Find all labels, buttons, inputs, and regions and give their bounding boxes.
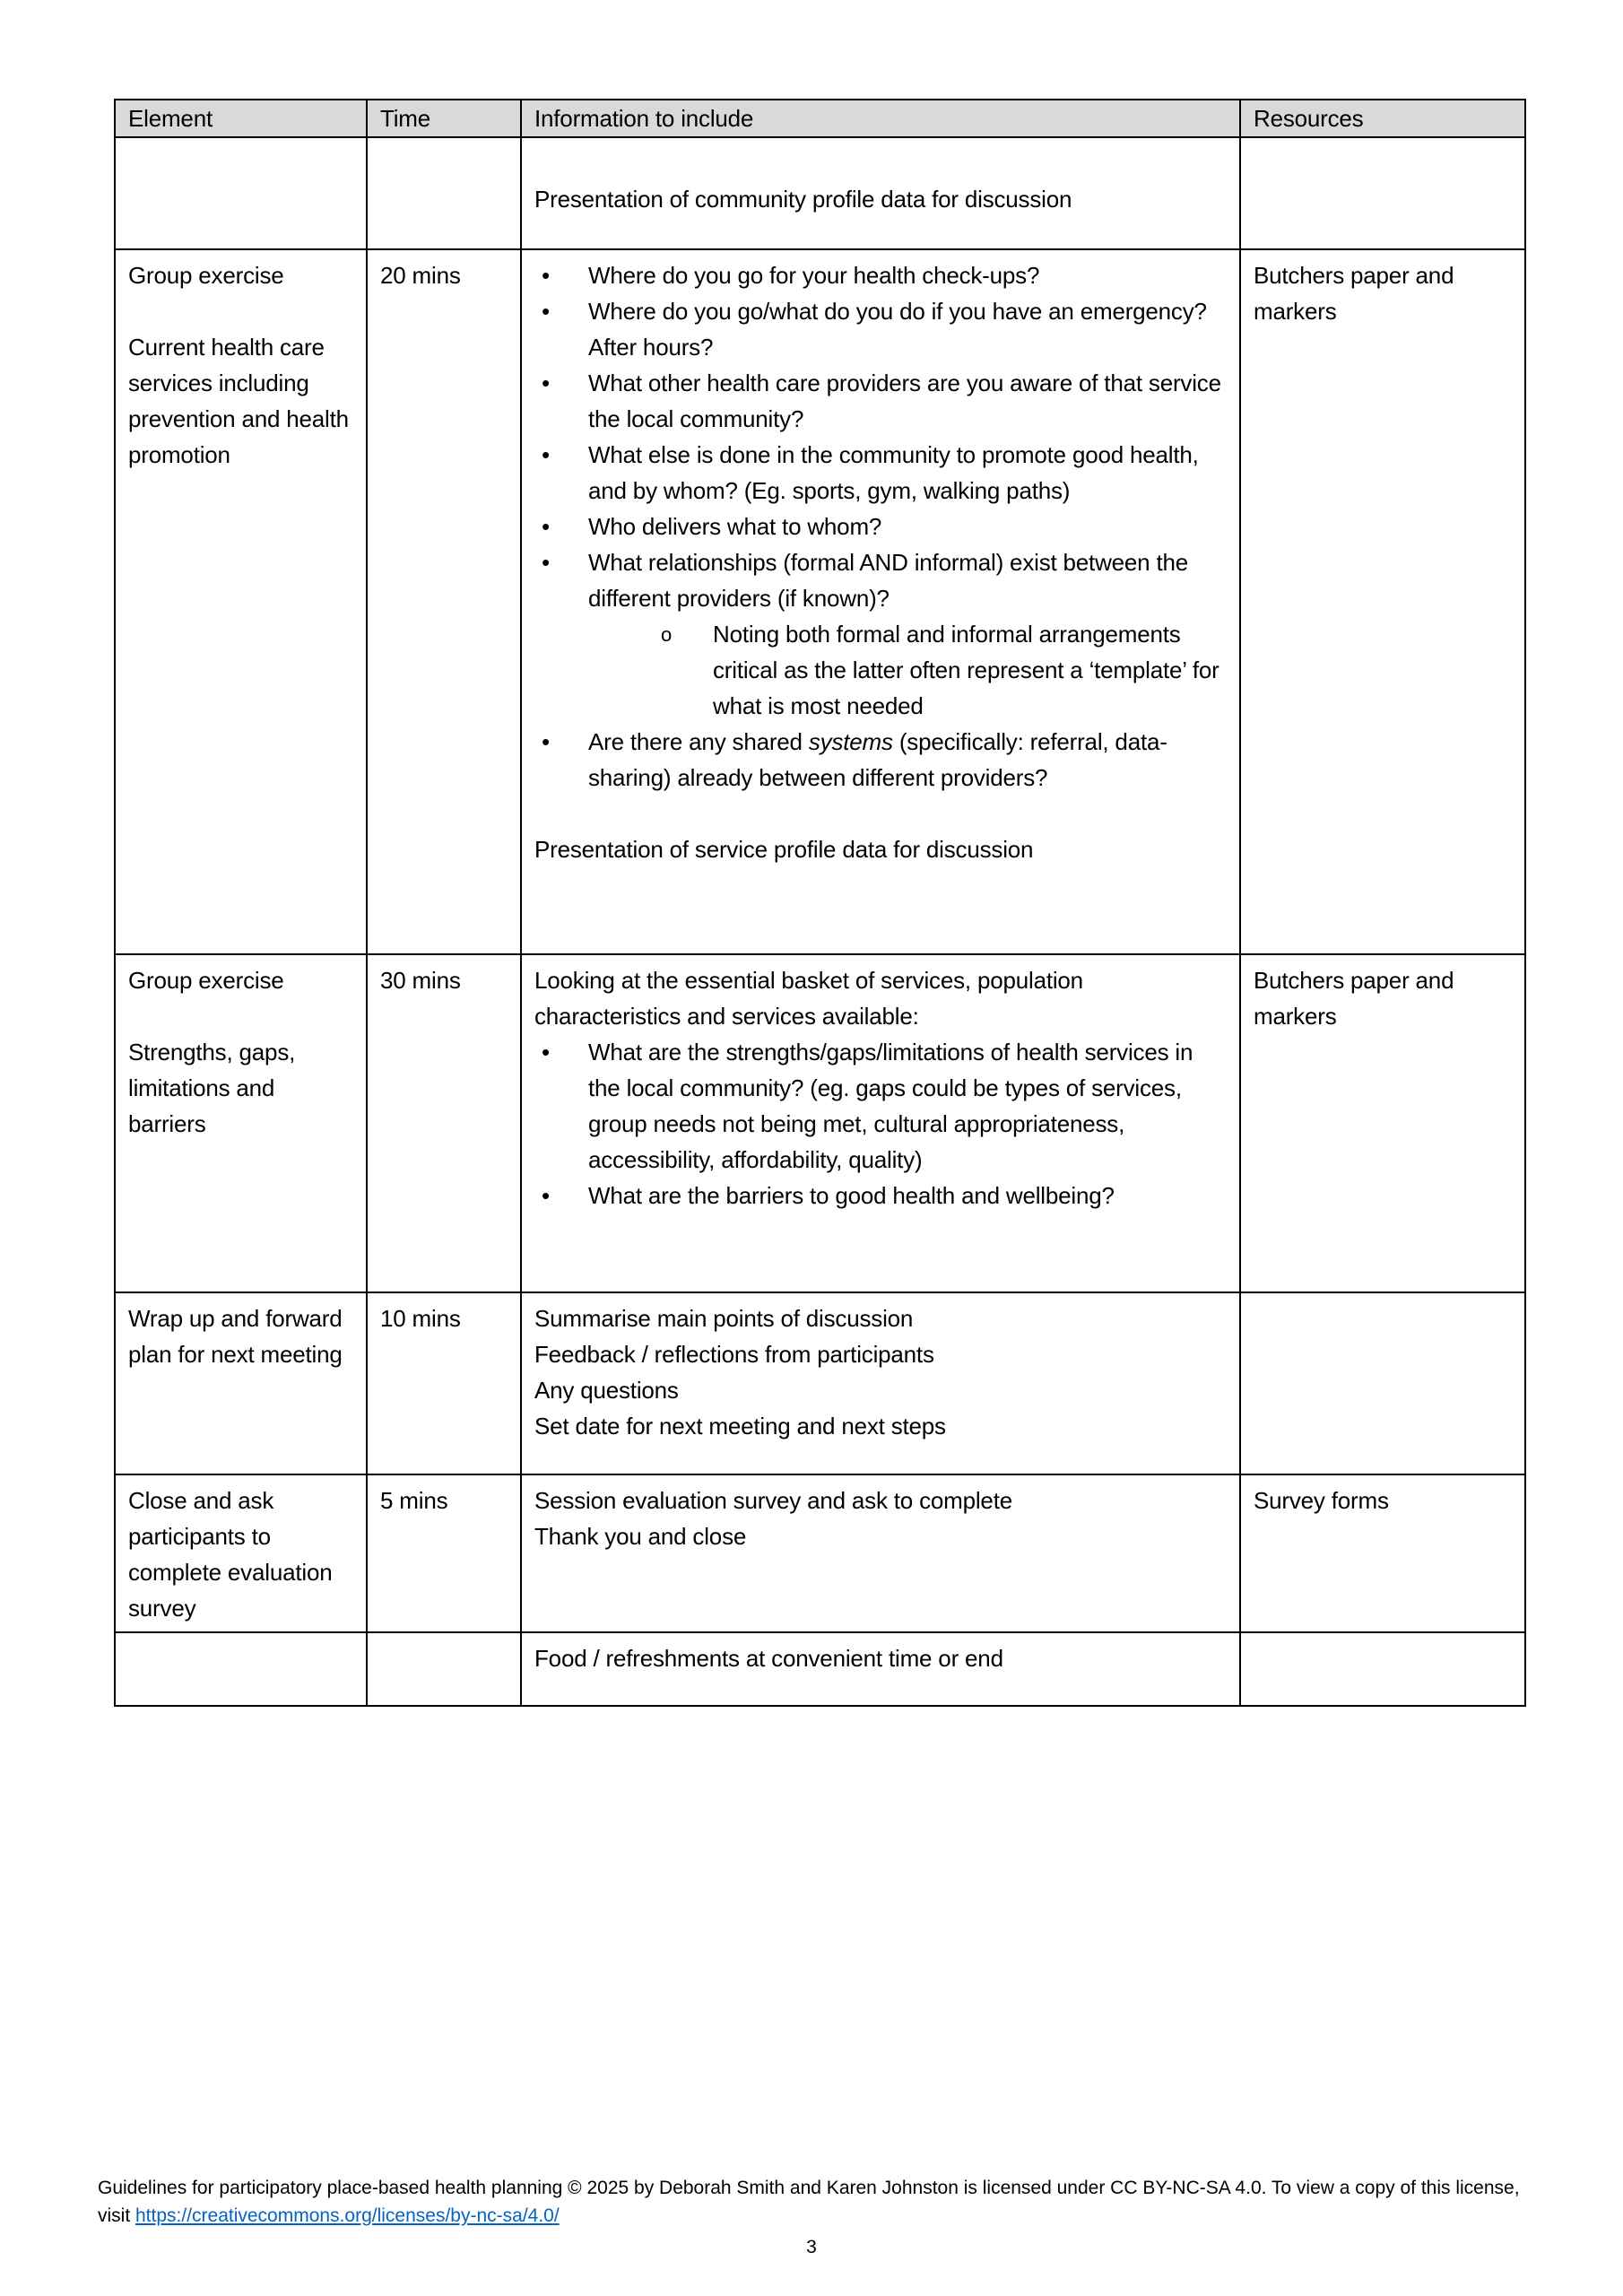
info-paragraph: Any questions	[534, 1377, 679, 1404]
cell-element	[115, 1632, 367, 1706]
element-paragraph: Close and ask participants to complete evaluation survey	[128, 1487, 333, 1622]
column-header-1: Time	[367, 100, 521, 137]
info-paragraph: Thank you and close	[534, 1523, 747, 1550]
bullet-item: • Where do you go for your health check-ups?	[534, 257, 1227, 293]
cell-info	[521, 249, 1240, 954]
cell-element	[115, 1292, 367, 1474]
sub-bullet-item: o Noting both formal and informal arrangements critical as the latter often represent a ‘template’ for what is most needed	[534, 616, 1227, 724]
element-paragraph: Current health care services including prevention and health promotion	[128, 334, 349, 468]
table-row	[115, 249, 1525, 954]
page-number: 3	[806, 2237, 817, 2257]
cell-element	[115, 1474, 367, 1632]
bullet-item: • What are the strengths/gaps/limitations of health services in the local community? (eg. gaps could be types of services, group needs not being met, cultural appropriateness, accessibility, affordability, quality)	[534, 1034, 1227, 1178]
cell-time: 30 mins	[367, 954, 521, 1292]
table-row	[115, 954, 1525, 1292]
info-paragraph: Food / refreshments at convenient time or end	[534, 1645, 1003, 1672]
info-paragraph: Looking at the essential basket of services, population characteristics and services available:	[534, 967, 1083, 1030]
cell-element	[115, 137, 367, 249]
cell-time: 10 mins	[367, 1292, 521, 1474]
cell-resources	[1240, 137, 1525, 249]
column-header-3: Resources	[1240, 100, 1525, 137]
info-paragraph: Set date for next meeting and next steps	[534, 1413, 946, 1439]
element-paragraph: Group exercise	[128, 967, 284, 994]
cell-info	[521, 1292, 1240, 1474]
cell-time	[367, 1632, 521, 1706]
cell-info	[521, 137, 1240, 249]
info-paragraph: Presentation of community profile data for discussion	[534, 186, 1072, 213]
bullet-item: • What else is done in the community to promote good health, and by whom? (Eg. sports, gym, walking paths)	[534, 437, 1227, 509]
info-paragraph: Summarise main points of discussion	[534, 1305, 914, 1332]
license-footer	[98, 2174, 1529, 2230]
cell-element	[115, 249, 367, 954]
table-body	[115, 137, 1525, 1706]
blank-line	[128, 998, 353, 1034]
cell-info	[521, 1474, 1240, 1632]
blank-line	[128, 293, 353, 329]
element-paragraph: Group exercise	[128, 262, 284, 289]
column-header-2: Information to include	[521, 100, 1240, 137]
cell-info	[521, 1632, 1240, 1706]
element-paragraph: Wrap up and forward plan for next meeting	[128, 1305, 343, 1368]
cell-resources	[1240, 1632, 1525, 1706]
header-row	[115, 100, 1525, 137]
table-row	[115, 137, 1525, 249]
bullet-item: • What other health care providers are you aware of that service the local community?	[534, 365, 1227, 437]
blank-line	[534, 145, 1227, 181]
cell-resources	[1240, 1292, 1525, 1474]
info-paragraph: Session evaluation survey and ask to complete	[534, 1487, 1012, 1514]
table-row	[115, 1632, 1525, 1706]
cell-time: 20 mins	[367, 249, 521, 954]
cell-time: 5 mins	[367, 1474, 521, 1632]
element-paragraph: Strengths, gaps, limitations and barriers	[128, 1039, 296, 1137]
license-link[interactable]: https://creativecommons.org/licenses/by-nc-sa/4.0/	[135, 2205, 560, 2226]
bullet-item: • Who delivers what to whom?	[534, 509, 1227, 544]
agenda-table	[114, 99, 1526, 1707]
bullet-item: • Where do you go/what do you do if you have an emergency? After hours?	[534, 293, 1227, 365]
column-header-0: Element	[115, 100, 367, 137]
table-row	[115, 1474, 1525, 1632]
bullet-item: • Are there any shared systems (specifically: referral, data-sharing) already between different providers?	[534, 724, 1227, 796]
bullet-item: • What relationships (formal AND informal) exist between the different providers (if known)?	[534, 544, 1227, 616]
info-paragraph: Feedback / reflections from participants	[534, 1341, 934, 1368]
license-text: Guidelines for participatory place-based health planning © 2025 by Deborah Smith and Karen Johnston is licensed under CC BY-NC-SA 4.0. To view a copy of this license, visit	[98, 2178, 1520, 2226]
cell-element	[115, 954, 367, 1292]
cell-info	[521, 954, 1240, 1292]
cell-resources: Butchers paper and markers	[1240, 954, 1525, 1292]
cell-time	[367, 137, 521, 249]
bullet-item: • What are the barriers to good health and wellbeing?	[534, 1178, 1227, 1213]
table-header	[115, 100, 1525, 137]
table-row	[115, 1292, 1525, 1474]
blank-line	[534, 796, 1227, 831]
cell-resources: Survey forms	[1240, 1474, 1525, 1632]
cell-resources: Butchers paper and markers	[1240, 249, 1525, 954]
info-paragraph: Presentation of service profile data for discussion	[534, 836, 1034, 863]
